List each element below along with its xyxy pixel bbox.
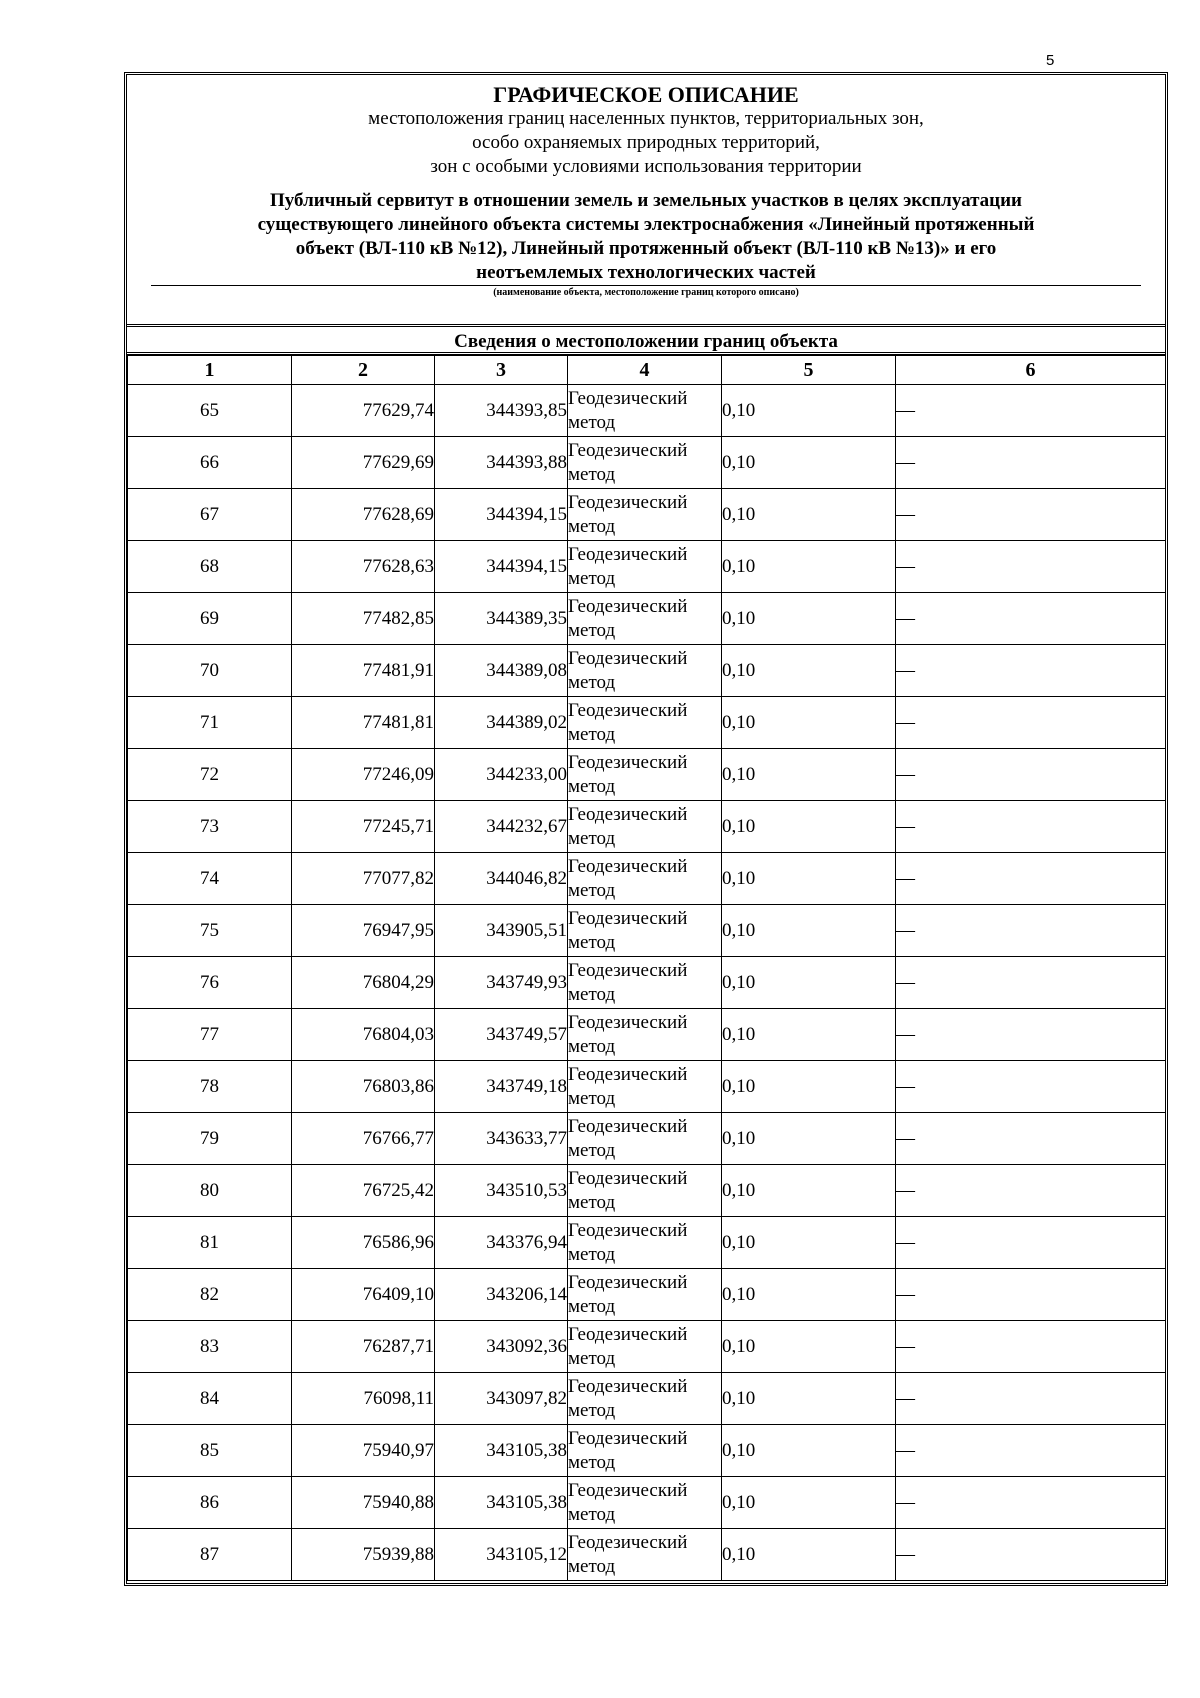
method-line: метод	[568, 1503, 616, 1525]
description-cell: —	[896, 1009, 1166, 1061]
method-line: Геодезический	[568, 1375, 688, 1397]
accuracy-cell: 0,10	[722, 489, 896, 541]
y-coordinate-cell: 343105,12	[435, 1529, 568, 1581]
table-row	[128, 437, 1166, 489]
subtitle-line: особо охраняемых природных территорий,	[472, 132, 820, 153]
coordinates-table	[127, 355, 1166, 1581]
method-line: Геодезический	[568, 439, 688, 461]
y-coordinate-cell: 343510,53	[435, 1165, 568, 1217]
method-line: Геодезический	[568, 1271, 688, 1293]
table-row	[128, 385, 1166, 437]
method-cell	[568, 1425, 722, 1477]
description-cell: —	[896, 593, 1166, 645]
point-number-cell: 87	[128, 1529, 292, 1581]
accuracy-cell: 0,10	[722, 749, 896, 801]
y-coordinate-cell: 344233,00	[435, 749, 568, 801]
point-number-cell: 78	[128, 1061, 292, 1113]
point-number-cell: 77	[128, 1009, 292, 1061]
method-cell	[568, 645, 722, 697]
subtitle-line: местоположения границ населенных пунктов, территориальных зон,	[368, 108, 924, 129]
method-line: метод	[568, 1191, 616, 1213]
table-row	[128, 541, 1166, 593]
method-line: метод	[568, 1347, 616, 1369]
method-cell	[568, 385, 722, 437]
method-cell	[568, 1529, 722, 1581]
table-row	[128, 1373, 1166, 1425]
accuracy-cell: 0,10	[722, 1061, 896, 1113]
method-line: Геодезический	[568, 699, 688, 721]
method-line: Геодезический	[568, 1427, 688, 1449]
point-number-cell: 79	[128, 1113, 292, 1165]
method-cell	[568, 749, 722, 801]
method-line: метод	[568, 1087, 616, 1109]
subtitle-line: зон с особыми условиями использования территории	[430, 156, 862, 177]
y-coordinate-cell: 344232,67	[435, 801, 568, 853]
table-row	[128, 593, 1166, 645]
table-row	[128, 905, 1166, 957]
table-row	[128, 1113, 1166, 1165]
y-coordinate-cell: 344393,85	[435, 385, 568, 437]
y-coordinate-cell: 343633,77	[435, 1113, 568, 1165]
object-name	[166, 189, 1126, 285]
description-cell: —	[896, 541, 1166, 593]
accuracy-cell: 0,10	[722, 801, 896, 853]
table-row	[128, 1477, 1166, 1529]
method-line: метод	[568, 931, 616, 953]
method-cell	[568, 1113, 722, 1165]
description-cell: —	[896, 853, 1166, 905]
accuracy-cell: 0,10	[722, 1321, 896, 1373]
table-row	[128, 1009, 1166, 1061]
x-coordinate-cell: 77482,85	[292, 593, 435, 645]
point-number-cell: 81	[128, 1217, 292, 1269]
x-coordinate-cell: 77628,63	[292, 541, 435, 593]
x-coordinate-cell: 75940,97	[292, 1425, 435, 1477]
method-cell	[568, 905, 722, 957]
method-line: Геодезический	[568, 491, 688, 513]
column-header: 5	[722, 356, 896, 385]
accuracy-cell: 0,10	[722, 1529, 896, 1581]
description-cell: —	[896, 905, 1166, 957]
point-number-cell: 84	[128, 1373, 292, 1425]
x-coordinate-cell: 76804,03	[292, 1009, 435, 1061]
table-row	[128, 853, 1166, 905]
x-coordinate-cell: 76098,11	[292, 1373, 435, 1425]
method-line: метод	[568, 619, 616, 641]
x-coordinate-cell: 77481,81	[292, 697, 435, 749]
column-header: 4	[568, 356, 722, 385]
method-line: метод	[568, 411, 616, 433]
method-cell	[568, 541, 722, 593]
point-number-cell: 69	[128, 593, 292, 645]
column-header: 2	[292, 356, 435, 385]
x-coordinate-cell: 76287,71	[292, 1321, 435, 1373]
description-cell: —	[896, 957, 1166, 1009]
method-cell	[568, 1269, 722, 1321]
method-line: Геодезический	[568, 1479, 688, 1501]
accuracy-cell: 0,10	[722, 1373, 896, 1425]
point-number-cell: 83	[128, 1321, 292, 1373]
method-cell	[568, 1373, 722, 1425]
method-line: Геодезический	[568, 1323, 688, 1345]
object-name-line: неотъемлемых технологических частей	[476, 262, 816, 283]
method-line: метод	[568, 1139, 616, 1161]
point-number-cell: 86	[128, 1477, 292, 1529]
method-line: метод	[568, 879, 616, 901]
description-cell: —	[896, 1217, 1166, 1269]
accuracy-cell: 0,10	[722, 593, 896, 645]
method-line: метод	[568, 983, 616, 1005]
x-coordinate-cell: 77481,91	[292, 645, 435, 697]
x-coordinate-cell: 77077,82	[292, 853, 435, 905]
document-header	[127, 75, 1165, 327]
point-number-cell: 67	[128, 489, 292, 541]
method-line: Геодезический	[568, 855, 688, 877]
y-coordinate-cell: 344394,15	[435, 489, 568, 541]
y-coordinate-cell: 344394,15	[435, 541, 568, 593]
y-coordinate-cell: 344389,35	[435, 593, 568, 645]
point-number-cell: 73	[128, 801, 292, 853]
table-row	[128, 749, 1166, 801]
method-line: метод	[568, 671, 616, 693]
description-cell: —	[896, 697, 1166, 749]
x-coordinate-cell: 76586,96	[292, 1217, 435, 1269]
object-name-line: существующего линейного объекта системы электроснабжения «Линейный протяженный	[257, 214, 1035, 235]
method-cell	[568, 801, 722, 853]
method-line: метод	[568, 1295, 616, 1317]
accuracy-cell: 0,10	[722, 957, 896, 1009]
x-coordinate-cell: 77629,74	[292, 385, 435, 437]
method-line: Геодезический	[568, 959, 688, 981]
description-cell: —	[896, 749, 1166, 801]
point-number-cell: 70	[128, 645, 292, 697]
method-line: метод	[568, 1399, 616, 1421]
accuracy-cell: 0,10	[722, 437, 896, 489]
point-number-cell: 82	[128, 1269, 292, 1321]
method-line: Геодезический	[568, 1167, 688, 1189]
description-cell: —	[896, 1529, 1166, 1581]
table-row	[128, 1269, 1166, 1321]
x-coordinate-cell: 77246,09	[292, 749, 435, 801]
accuracy-cell: 0,10	[722, 1269, 896, 1321]
accuracy-cell: 0,10	[722, 385, 896, 437]
table-row	[128, 645, 1166, 697]
method-line: метод	[568, 723, 616, 745]
method-cell	[568, 437, 722, 489]
method-cell	[568, 489, 722, 541]
object-name-underline	[151, 285, 1141, 286]
y-coordinate-cell: 343206,14	[435, 1269, 568, 1321]
accuracy-cell: 0,10	[722, 1113, 896, 1165]
accuracy-cell: 0,10	[722, 1009, 896, 1061]
point-number-cell: 85	[128, 1425, 292, 1477]
table-row	[128, 489, 1166, 541]
y-coordinate-cell: 343092,36	[435, 1321, 568, 1373]
accuracy-cell: 0,10	[722, 853, 896, 905]
point-number-cell: 65	[128, 385, 292, 437]
description-cell: —	[896, 1425, 1166, 1477]
x-coordinate-cell: 75940,88	[292, 1477, 435, 1529]
y-coordinate-cell: 344393,88	[435, 437, 568, 489]
description-cell: —	[896, 385, 1166, 437]
x-coordinate-cell: 77628,69	[292, 489, 435, 541]
accuracy-cell: 0,10	[722, 645, 896, 697]
method-cell	[568, 1477, 722, 1529]
description-cell: —	[896, 1113, 1166, 1165]
column-header: 3	[435, 356, 568, 385]
y-coordinate-cell: 343905,51	[435, 905, 568, 957]
x-coordinate-cell: 77245,71	[292, 801, 435, 853]
table-header-row	[128, 356, 1166, 385]
table-body	[128, 385, 1166, 1581]
point-number-cell: 75	[128, 905, 292, 957]
method-line: Геодезический	[568, 595, 688, 617]
y-coordinate-cell: 343749,57	[435, 1009, 568, 1061]
method-cell	[568, 1321, 722, 1373]
object-name-caption: (наименование объекта, местоположение границ которого описано)	[493, 287, 799, 298]
x-coordinate-cell: 76409,10	[292, 1269, 435, 1321]
accuracy-cell: 0,10	[722, 541, 896, 593]
accuracy-cell: 0,10	[722, 697, 896, 749]
description-cell: —	[896, 645, 1166, 697]
accuracy-cell: 0,10	[722, 1425, 896, 1477]
y-coordinate-cell: 343097,82	[435, 1373, 568, 1425]
table-row	[128, 957, 1166, 1009]
method-cell	[568, 1217, 722, 1269]
method-line: метод	[568, 1035, 616, 1057]
column-header: 6	[896, 356, 1166, 385]
section-title: Сведения о местоположении границ объекта	[127, 327, 1165, 355]
method-cell	[568, 593, 722, 645]
method-cell	[568, 1165, 722, 1217]
accuracy-cell: 0,10	[722, 1217, 896, 1269]
x-coordinate-cell: 75939,88	[292, 1529, 435, 1581]
description-cell: —	[896, 1061, 1166, 1113]
point-number-cell: 68	[128, 541, 292, 593]
x-coordinate-cell: 76725,42	[292, 1165, 435, 1217]
x-coordinate-cell: 76766,77	[292, 1113, 435, 1165]
accuracy-cell: 0,10	[722, 1165, 896, 1217]
point-number-cell: 74	[128, 853, 292, 905]
y-coordinate-cell: 343105,38	[435, 1425, 568, 1477]
accuracy-cell: 0,10	[722, 905, 896, 957]
method-cell	[568, 853, 722, 905]
x-coordinate-cell: 76947,95	[292, 905, 435, 957]
y-coordinate-cell: 344046,82	[435, 853, 568, 905]
description-cell: —	[896, 489, 1166, 541]
object-name-line: объект (ВЛ-110 кВ №12), Линейный протяженный объект (ВЛ-110 кВ №13)» и его	[295, 238, 997, 259]
method-cell	[568, 1009, 722, 1061]
table-row	[128, 1165, 1166, 1217]
method-line: метод	[568, 1451, 616, 1473]
description-cell: —	[896, 801, 1166, 853]
method-line: метод	[568, 463, 616, 485]
method-line: метод	[568, 567, 616, 589]
point-number-cell: 71	[128, 697, 292, 749]
method-line: метод	[568, 1555, 616, 1577]
x-coordinate-cell: 76803,86	[292, 1061, 435, 1113]
page-number: 5	[1046, 52, 1055, 69]
description-cell: —	[896, 1269, 1166, 1321]
method-cell	[568, 957, 722, 1009]
y-coordinate-cell: 344389,08	[435, 645, 568, 697]
accuracy-cell: 0,10	[722, 1477, 896, 1529]
table-row	[128, 1425, 1166, 1477]
table-row	[128, 801, 1166, 853]
method-line: метод	[568, 775, 616, 797]
point-number-cell: 66	[128, 437, 292, 489]
method-line: Геодезический	[568, 1531, 688, 1553]
method-line: Геодезический	[568, 1011, 688, 1033]
description-cell: —	[896, 1477, 1166, 1529]
description-cell: —	[896, 437, 1166, 489]
table-row	[128, 1321, 1166, 1373]
column-header: 1	[128, 356, 292, 385]
method-line: метод	[568, 827, 616, 849]
description-cell: —	[896, 1373, 1166, 1425]
method-line: Геодезический	[568, 387, 688, 409]
table-row	[128, 697, 1166, 749]
table-row	[128, 1217, 1166, 1269]
point-number-cell: 72	[128, 749, 292, 801]
y-coordinate-cell: 343749,18	[435, 1061, 568, 1113]
method-line: Геодезический	[568, 907, 688, 929]
document-frame	[124, 72, 1168, 1586]
x-coordinate-cell: 76804,29	[292, 957, 435, 1009]
method-cell	[568, 697, 722, 749]
y-coordinate-cell: 344389,02	[435, 697, 568, 749]
method-line: Геодезический	[568, 803, 688, 825]
point-number-cell: 76	[128, 957, 292, 1009]
method-line: Геодезический	[568, 751, 688, 773]
method-line: Геодезический	[568, 543, 688, 565]
document-title: ГРАФИЧЕСКОЕ ОПИСАНИЕ	[493, 82, 799, 107]
y-coordinate-cell: 343376,94	[435, 1217, 568, 1269]
table-row	[128, 1061, 1166, 1113]
y-coordinate-cell: 343105,38	[435, 1477, 568, 1529]
table-row	[128, 1529, 1166, 1581]
method-line: Геодезический	[568, 1219, 688, 1241]
method-line: Геодезический	[568, 1063, 688, 1085]
description-cell: —	[896, 1321, 1166, 1373]
method-line: Геодезический	[568, 1115, 688, 1137]
object-name-line: Публичный сервитут в отношении земель и земельных участков в целях эксплуатации	[270, 190, 1022, 211]
method-line: метод	[568, 1243, 616, 1265]
description-cell: —	[896, 1165, 1166, 1217]
x-coordinate-cell: 77629,69	[292, 437, 435, 489]
y-coordinate-cell: 343749,93	[435, 957, 568, 1009]
method-line: Геодезический	[568, 647, 688, 669]
method-line: метод	[568, 515, 616, 537]
point-number-cell: 80	[128, 1165, 292, 1217]
method-cell	[568, 1061, 722, 1113]
